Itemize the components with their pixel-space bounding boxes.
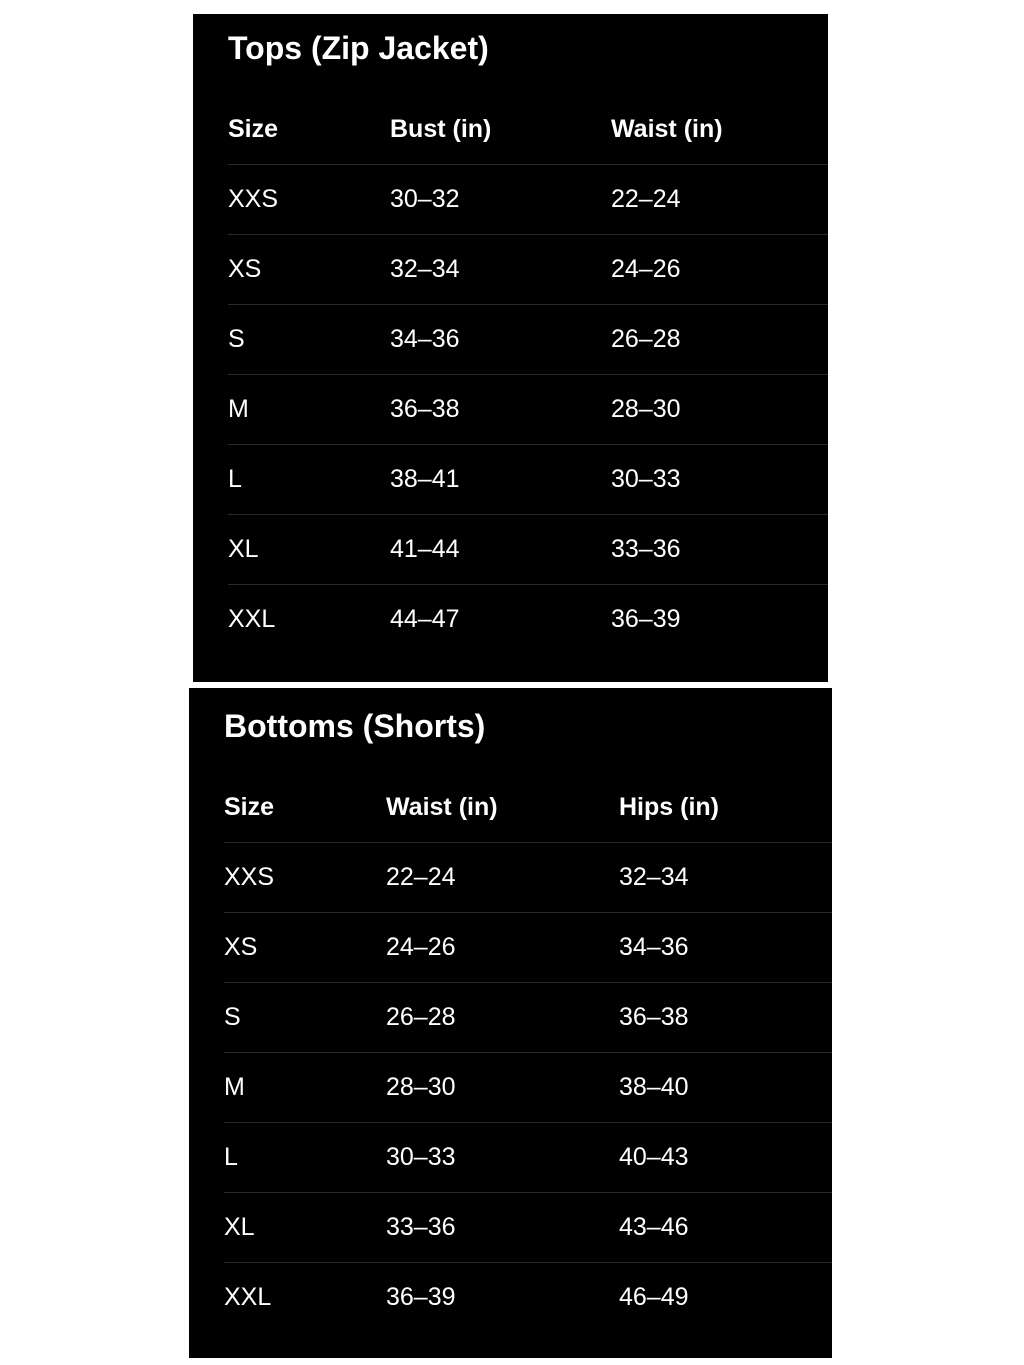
- table-row: [224, 1263, 832, 1333]
- table-row: [228, 375, 828, 445]
- waist-cell: 33–36: [386, 1213, 456, 1241]
- bust-cell: 34–36: [390, 325, 460, 353]
- table-row: [228, 445, 828, 515]
- waist-cell: 28–30: [386, 1073, 456, 1101]
- table-row: [228, 305, 828, 375]
- hips-cell: 32–34: [619, 863, 689, 891]
- waist-cell: 30–33: [386, 1143, 456, 1171]
- size-cell: XXS: [224, 863, 275, 891]
- size-cell: L: [228, 465, 242, 493]
- size-cell: S: [228, 325, 245, 353]
- column-header-bust: Bust (in): [390, 115, 492, 143]
- waist-cell: 28–30: [611, 395, 681, 423]
- column-header-hips: Hips (in): [619, 793, 719, 821]
- bust-cell: 36–38: [390, 395, 460, 423]
- table-row: [224, 913, 832, 983]
- bust-cell: 41–44: [390, 535, 460, 563]
- waist-cell: 36–39: [611, 605, 681, 633]
- size-cell: XS: [228, 255, 262, 283]
- bottoms-title: Bottoms (Shorts): [224, 708, 486, 744]
- size-cell: XL: [228, 535, 259, 563]
- column-header-waist: Waist (in): [386, 793, 498, 821]
- hips-cell: 36–38: [619, 1003, 689, 1031]
- bust-cell: 30–32: [390, 185, 460, 213]
- waist-cell: 24–26: [611, 255, 681, 283]
- size-cell: M: [228, 395, 249, 423]
- size-cell: M: [224, 1073, 245, 1101]
- waist-cell: 33–36: [611, 535, 681, 563]
- size-cell: L: [224, 1143, 238, 1171]
- column-header-waist: Waist (in): [611, 115, 723, 143]
- waist-cell: 36–39: [386, 1283, 456, 1311]
- bust-cell: 38–41: [390, 465, 460, 493]
- size-cell: XXL: [228, 605, 276, 633]
- table-row: [224, 1193, 832, 1263]
- bust-cell: 44–47: [390, 605, 460, 633]
- bust-cell: 32–34: [390, 255, 460, 283]
- waist-cell: 26–28: [611, 325, 681, 353]
- size-cell: XS: [224, 933, 258, 961]
- table-row: [228, 235, 828, 305]
- table-row: [224, 1053, 832, 1123]
- waist-cell: 26–28: [386, 1003, 456, 1031]
- size-cell: S: [224, 1003, 241, 1031]
- table-row: [224, 983, 832, 1053]
- hips-cell: 43–46: [619, 1213, 689, 1241]
- table-row: [228, 165, 828, 235]
- tops-title: Tops (Zip Jacket): [228, 30, 489, 66]
- table-row: [228, 515, 828, 585]
- waist-cell: 24–26: [386, 933, 456, 961]
- bottoms-size-chart: [189, 688, 832, 1358]
- table-row: [228, 585, 828, 655]
- bottoms-size-table: [224, 773, 832, 1333]
- table-row: [224, 1123, 832, 1193]
- tops-size-table: [228, 95, 828, 655]
- size-cell: XL: [224, 1213, 255, 1241]
- table-header-row: [228, 95, 828, 165]
- hips-cell: 38–40: [619, 1073, 689, 1101]
- size-cell: XXL: [224, 1283, 272, 1311]
- waist-cell: 30–33: [611, 465, 681, 493]
- waist-cell: 22–24: [611, 185, 681, 213]
- column-header-size: Size: [224, 793, 275, 821]
- hips-cell: 34–36: [619, 933, 689, 961]
- hips-cell: 40–43: [619, 1143, 689, 1171]
- table-header-row: [224, 773, 832, 843]
- table-row: [224, 843, 832, 913]
- size-cell: XXS: [228, 185, 279, 213]
- tops-size-chart: [193, 14, 828, 682]
- hips-cell: 46–49: [619, 1283, 689, 1311]
- column-header-size: Size: [228, 115, 279, 143]
- waist-cell: 22–24: [386, 863, 456, 891]
